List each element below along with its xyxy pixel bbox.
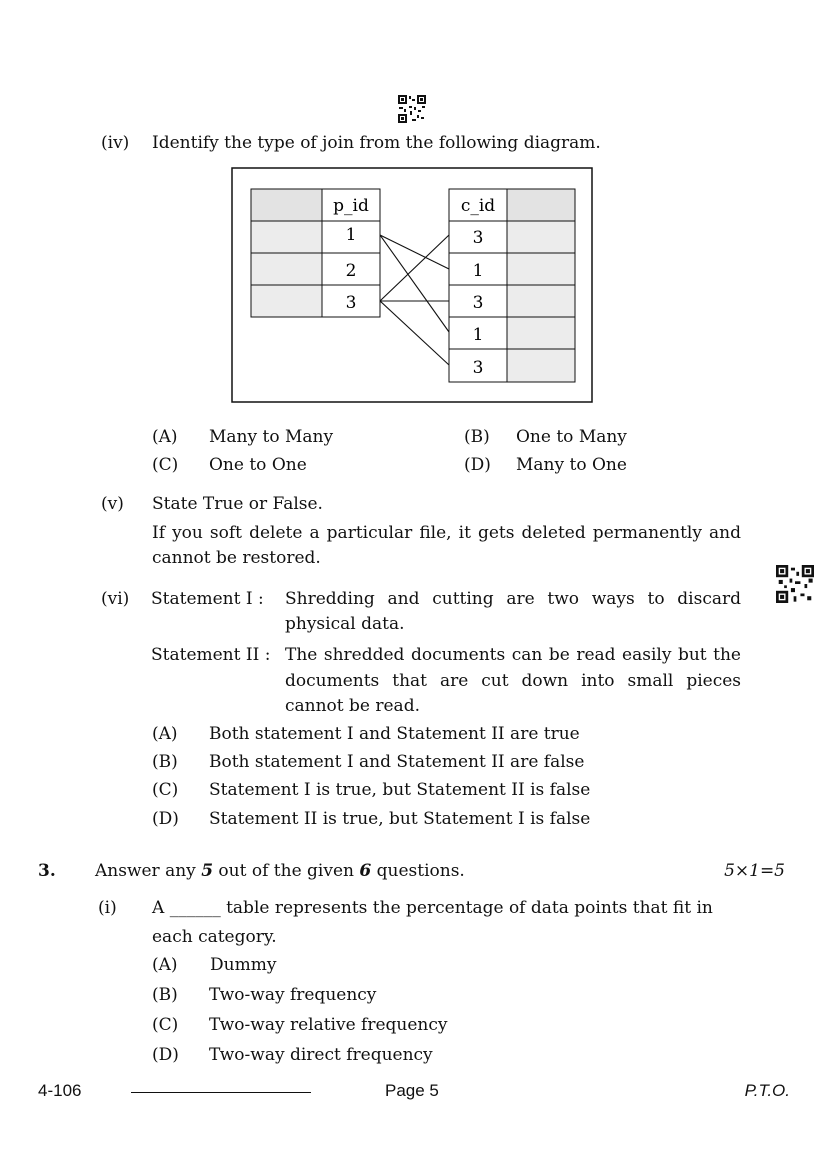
option-text: Both statement I and Statement II are true <box>209 724 580 744</box>
option-text: Dummy <box>210 955 277 975</box>
option-letter: (B) <box>152 985 178 1005</box>
option-text: Statement II is true, but Statement I is false <box>209 809 591 829</box>
right-table <box>449 189 575 382</box>
option-letter: (B) <box>152 752 178 772</box>
question-text: If you soft delete a particular file, it gets deleted permanently and <box>152 523 741 543</box>
option-letter: (C) <box>152 780 179 800</box>
left-table <box>251 189 380 317</box>
statement-text: physical data. <box>285 614 405 634</box>
qr-code-icon <box>776 565 814 603</box>
statement-text: Shredding and cutting are two ways to discard <box>285 589 741 609</box>
instruction-count: 6 <box>359 861 372 881</box>
option-letter: (C) <box>152 455 179 475</box>
option-letter: (D) <box>464 455 491 475</box>
left-value: 1 <box>345 225 357 245</box>
question-text-part: table represents the percentage of data points that fit in <box>226 898 713 918</box>
left-value: 3 <box>345 293 357 313</box>
right-header: c_id <box>460 196 496 216</box>
option-text: Two-way frequency <box>209 985 377 1005</box>
instruction-text: Answer any <box>95 861 202 881</box>
option-text: Many to Many <box>209 427 334 447</box>
option-text: Two-way relative frequency <box>209 1015 448 1035</box>
question-number: (vi) <box>101 589 130 609</box>
option-text: Both statement I and Statement II are false <box>209 752 585 772</box>
option-letter: (A) <box>152 955 178 975</box>
statement-text: documents that are cut down into small pieces <box>285 671 741 691</box>
right-value: 3 <box>472 293 484 313</box>
option-letter: (B) <box>464 427 490 447</box>
option-text: Statement I is true, but Statement II is false <box>209 780 591 800</box>
question-text-part: A <box>152 898 165 918</box>
qr-code-icon <box>398 95 426 123</box>
option-text: Two-way direct frequency <box>209 1045 433 1065</box>
statement-text: cannot be read. <box>285 696 420 716</box>
footer-rule <box>131 1092 311 1093</box>
option-letter: (C) <box>152 1015 179 1035</box>
question-text: Identify the type of join from the following diagram. <box>152 133 601 153</box>
question-number: (iv) <box>101 133 130 153</box>
right-value: 1 <box>472 261 484 281</box>
option-letter: (D) <box>152 1045 179 1065</box>
question-number: (v) <box>101 494 124 514</box>
fill-blank: ______ <box>169 898 221 918</box>
question-text: each category. <box>152 927 277 947</box>
paper-code: 4-106 <box>38 1081 82 1100</box>
question-text <box>152 898 742 918</box>
option-text: One to Many <box>516 427 627 447</box>
statement-label: Statement II : <box>151 645 271 665</box>
instruction-text: questions. <box>371 861 465 881</box>
right-value: 3 <box>472 358 484 378</box>
option-letter: (A) <box>152 724 178 744</box>
option-letter: (D) <box>152 809 179 829</box>
question-text: cannot be restored. <box>152 548 321 568</box>
instruction-text: out of the given <box>213 861 360 881</box>
left-header: p_id <box>333 196 369 216</box>
question-number: (i) <box>98 898 117 918</box>
instruction-count: 5 <box>201 861 214 881</box>
question-text: State True or False. <box>152 494 323 514</box>
left-value: 2 <box>345 261 357 281</box>
option-text: One to One <box>209 455 307 475</box>
option-text: Many to One <box>516 455 627 475</box>
question-instruction <box>95 861 465 881</box>
option-letter: (A) <box>152 427 178 447</box>
join-diagram <box>231 167 593 403</box>
pto-label: P.T.O. <box>744 1081 790 1100</box>
page-number: Page 5 <box>385 1081 439 1100</box>
statement-text: The shredded documents can be read easily but the <box>285 645 741 665</box>
right-value: 3 <box>472 228 484 248</box>
statement-label: Statement I : <box>151 589 264 609</box>
right-value: 1 <box>472 325 484 345</box>
marks: 5×1=5 <box>724 861 785 881</box>
question-number: 3. <box>38 861 56 881</box>
